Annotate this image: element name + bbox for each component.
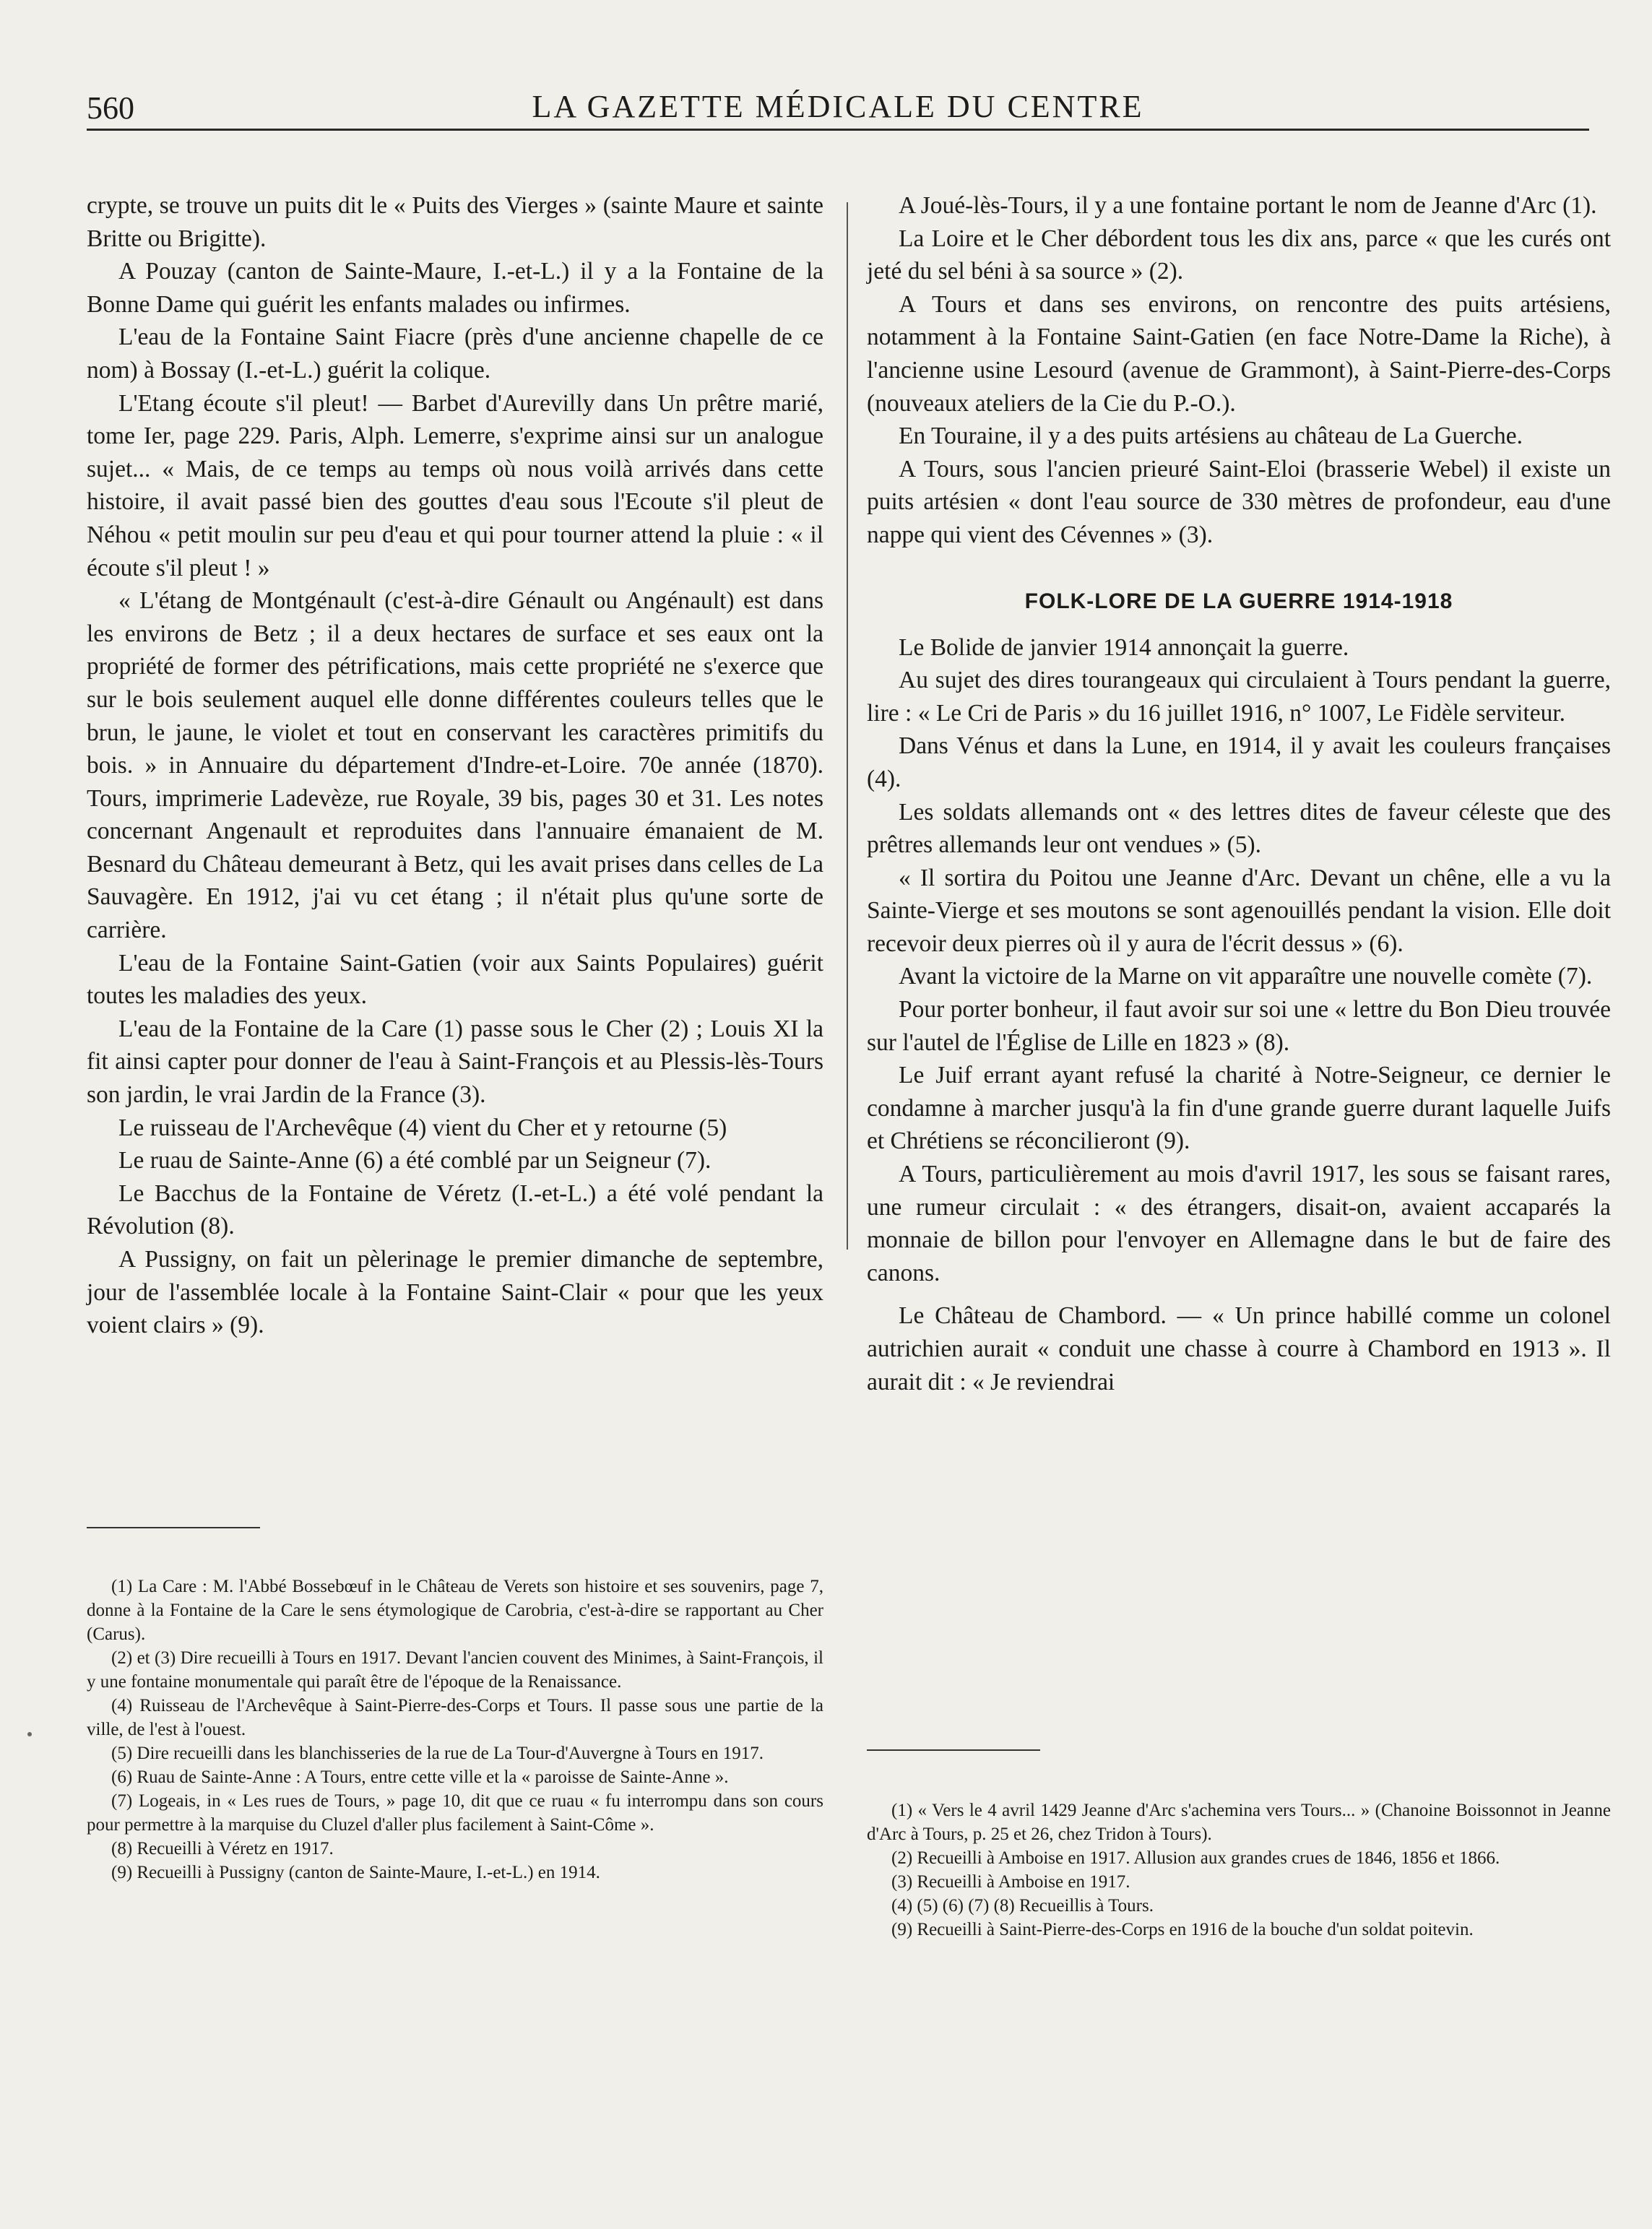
paragraph: Les soldats allemands ont « des lettres dites de faveur céleste que des prêtres allemands leur ont vendues » (5).: [867, 798, 1611, 859]
paragraph: Le ruisseau de l'Archevêque (4) vient du Cher et y retourne (5): [118, 1114, 727, 1141]
footnote: (9) Recueilli à Pussigny (canton de Sainte-Maure, I.-et-L.) en 1914.: [111, 1863, 600, 1882]
column-divider: [847, 202, 848, 1250]
paragraph: A Joué-lès-Tours, il y a une fontaine portant le nom de Jeanne d'Arc (1).: [899, 192, 1597, 219]
paragraph: crypte, se trouve un puits dit le « Puits des Vierges » (sainte Maure et sainte Britte ou Brigitte).: [87, 192, 823, 252]
left-column: [87, 189, 823, 1342]
footnote: (4) Ruisseau de l'Archevêque à Saint-Pierre-des-Corps et Tours. Il passe sous une partie de la ville, de l'est à l'ouest.: [87, 1696, 823, 1739]
paragraph: A Tours, sous l'ancien prieuré Saint-Eloi (brasserie Webel) il existe un puits artésien « dont l'eau source de 330 mètres de profondeur, eau d'une nappe qui vient des Cévennes » (3).: [867, 455, 1611, 548]
paragraph: A Tours, particulièrement au mois d'avril 1917, les sous se faisant rares, une rumeur circulait : « des étrangers, disait-on, avaient accaparés la monnaie de billon pour l'envoyer en Allemagne dans le but de faire des canons.: [867, 1161, 1611, 1286]
footnote: (7) Logeais, in « Les rues de Tours, » page 10, dit que ce ruau « fu interrompu dans son cours pour permettre à la marquise du Cluzel d'aller plus facilement à Saint-Côme ».: [87, 1791, 823, 1835]
section-heading: FOLK-LORE DE LA GUERRE 1914-1918: [1024, 589, 1453, 613]
paragraph: La Loire et le Cher débordent tous les dix ans, parce « que les curés ont jeté du sel béni à sa source » (2).: [867, 225, 1611, 285]
paragraph: Le Château de Chambord. — « Un prince habillé comme un colonel autrichien aurait « conduit une chasse à courre à Chambord en 1913 ». Il aurait dit : « Je reviendrai: [867, 1302, 1611, 1395]
paragraph: Dans Vénus et dans la Lune, en 1914, il y avait les couleurs françaises (4).: [867, 732, 1611, 792]
footnote: (3) Recueilli à Amboise en 1917.: [891, 1872, 1130, 1892]
paragraph: « Il sortira du Poitou une Jeanne d'Arc. Devant un chêne, elle a vu la Sainte-Vierge et ses moutons se sont agenouillés pendant la vision. Elle doit recevoir deux pierres où il y aura de l'écrit dessus » (6).: [867, 864, 1611, 957]
paragraph: A Pussigny, on fait un pèlerinage le premier dimanche de septembre, jour de l'assemblée locale à la Fontaine Saint-Clair « pour que les yeux voient clairs » (9).: [87, 1246, 823, 1339]
paragraph: Le ruau de Sainte-Anne (6) a été comblé par un Seigneur (7).: [118, 1147, 712, 1174]
left-footnotes: [87, 1575, 823, 1884]
paragraph: A Pouzay (canton de Sainte-Maure, I.-et-L.) il y a la Fontaine de la Bonne Dame qui guérit les enfants malades ou infirmes.: [87, 258, 823, 318]
paragraph: « L'étang de Montgénault (c'est-à-dire Génault ou Angénault) est dans les environs de Betz ; il a deux hectares de surface et ses eaux ont la propriété de former des pétrifications, mais cette propriété ne s'exerce que sur le bois seulement auquel elle donne différentes couleurs telles que le brun, le jaune, le violet et tout en conservant les caractères primitifs du bois. » in Annuaire du département d'Indre-et-Loire. 70e année (1870). Tours, imprimerie Ladevèze, rue Royale, 39 bis, pages 30 et 31. Les notes concernant Angenault et reproduites dans l'annuaire émanaient de M. Besnard du Château demeurant à Betz, qui les avait prises dans celles de La Sauvagère. En 1912, j'ai vu cet étang ; il n'était plus qu'une sorte de carrière.: [87, 587, 823, 944]
footnote-rule: [867, 1749, 1040, 1751]
paragraph: Le Juif errant ayant refusé la charité à Notre-Seigneur, ce dernier le condamne à marcher jusqu'à la fin d'une grande guerre durant laquelle Juifs et Chrétiens se réconcilieront (9).: [867, 1062, 1611, 1155]
paragraph: L'eau de la Fontaine Saint-Gatien (voir aux Saints Populaires) guérit toutes les maladies des yeux.: [87, 949, 823, 1010]
paragraph: Pour porter bonheur, il faut avoir sur soi une « lettre du Bon Dieu trouvée sur l'autel de l'Église de Lille en 1823 » (8).: [867, 996, 1611, 1056]
footnote: (2) Recueilli à Amboise en 1917. Allusion aux grandes crues de 1846, 1856 et 1866.: [891, 1848, 1500, 1868]
page-header: [87, 85, 1589, 131]
paragraph: Le Bolide de janvier 1914 annonçait la guerre.: [899, 633, 1349, 661]
footnote: (5) Dire recueilli dans les blanchisseries de la rue de La Tour-d'Auvergne à Tours en 1917.: [111, 1744, 764, 1763]
page-number: 560: [87, 90, 134, 126]
paragraph: En Touraine, il y a des puits artésiens au château de La Guerche.: [899, 423, 1523, 450]
footnote: (1) « Vers le 4 avril 1429 Jeanne d'Arc s'achemina vers Tours... » (Chanoine Boissonnot in Jeanne d'Arc à Tours, p. 25 et 26, chez Tridon à Tours).: [867, 1801, 1611, 1844]
right-footnotes: [867, 1799, 1611, 1942]
footnote: (6) Ruau de Sainte-Anne : A Tours, entre cette ville et la « paroisse de Sainte-Anne ».: [111, 1767, 729, 1787]
print-speck: [27, 1732, 32, 1736]
footnote-rule: [87, 1527, 260, 1528]
footnote: (8) Recueilli à Véretz en 1917.: [111, 1839, 334, 1858]
paragraph: L'Etang écoute s'il pleut! — Barbet d'Aurevilly dans Un prêtre marié, tome Ier, page 229. Paris, Alph. Lemerre, s'exprime ainsi sur un analogue sujet... « Mais, de ce temps au temps où nous voilà arrivés dans cette histoire, il avait passé bien des gouttes d'eau sous l'Ecoute s'il pleut de Néhou « petit moulin sur peu d'eau et qui pour tourner attend la pluie : « il écoute s'il pleut ! »: [87, 389, 823, 581]
paragraph: Avant la victoire de la Marne on vit apparaître une nouvelle comète (7).: [899, 963, 1593, 990]
paragraph: A Tours et dans ses environs, on rencontre des puits artésiens, notamment à la Fontaine Saint-Gatien (en face Notre-Dame la Riche), à l'ancienne usine Lesourd (avenue de Grammont), à Saint-Pierre-des-Corps (nouveaux ateliers de la Cie du P.-O.).: [867, 290, 1611, 417]
footnote: (9) Recueilli à Saint-Pierre-des-Corps en 1916 de la bouche d'un soldat poitevin.: [891, 1920, 1474, 1939]
footnote: (2) et (3) Dire recueilli à Tours en 1917. Devant l'ancien couvent des Minimes, à Saint-François, il y une fontaine monumentale qui paraît être de l'époque de la Renaissance.: [87, 1648, 823, 1692]
paragraph: Au sujet des dires tourangeaux qui circulaient à Tours pendant la guerre, lire : « Le Cri de Paris » du 16 juillet 1916, n° 1007, Le Fidèle serviteur.: [867, 667, 1611, 727]
journal-title: LA GAZETTE MÉDICALE DU CENTRE: [532, 89, 1144, 124]
paragraph: L'eau de la Fontaine de la Care (1) passe sous le Cher (2) ; Louis XI la fit ainsi capter pour donner de l'eau à Saint-François et au Plessis-lès-Tours son jardin, le vrai Jardin de la France (3).: [87, 1015, 823, 1109]
paragraph: Le Bacchus de la Fontaine de Véretz (I.-et-L.) a été volé pendant la Révolution (8).: [87, 1180, 823, 1240]
footnote: (4) (5) (6) (7) (8) Recueillis à Tours.: [891, 1896, 1154, 1916]
right-column: [867, 189, 1611, 1398]
paragraph: L'eau de la Fontaine Saint Fiacre (près d'une ancienne chapelle de ce nom) à Bossay (I.-et-L.) guérit la colique.: [87, 324, 823, 384]
footnote: (1) La Care : M. l'Abbé Bossebœuf in le Château de Verets son histoire et ses souvenirs, page 7, donne à la Fontaine de la Care le sens étymologique de Carobria, c'est-à-dire se rapportant au Cher (Carus).: [87, 1577, 823, 1644]
